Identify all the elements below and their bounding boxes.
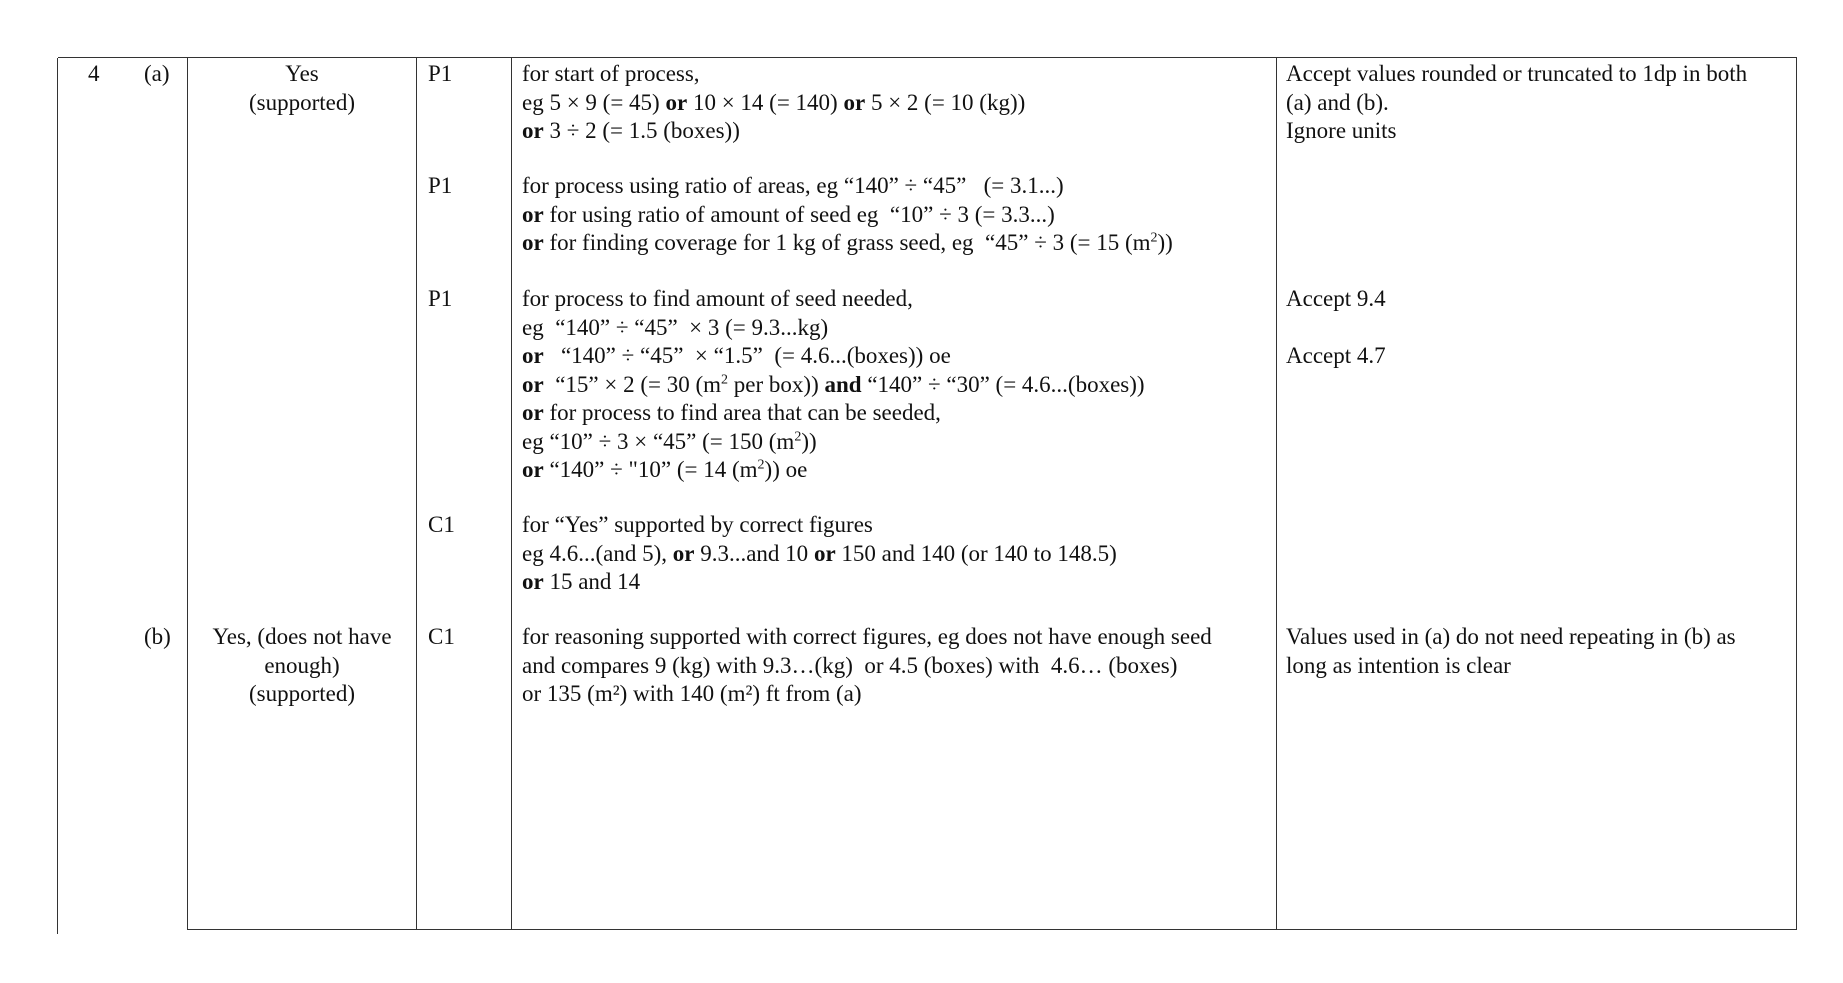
- mark-guidance: [522, 172, 1173, 258]
- guidance-line: and compares 9 (kg) with 9.3…(kg) or 4.5 (boxes) with 4.6… (boxes): [522, 652, 1178, 678]
- guidance-line: or “15” × 2 (= 30 ($m^2$ per box)) and “140” ÷ “30” (= 4.6...(boxes)): [522, 371, 1145, 397]
- mark-code: P1: [428, 173, 453, 198]
- guidance-line: or 135 (m²) with 140 (m²) ft from (a): [522, 681, 862, 706]
- mark-code: P1: [428, 61, 453, 86]
- guidance-line: or 3 ÷ 2 (= 1.5 (boxes)): [522, 118, 740, 143]
- guidance-line: for reasoning supported with correct figures, eg does not have enough seed: [522, 624, 1212, 649]
- mark-guidance: [522, 285, 1145, 485]
- column-divider-mark: [416, 57, 417, 929]
- guidance-line: for start of process,: [522, 61, 700, 86]
- part-a-answer: [188, 60, 416, 117]
- mark-guidance: [522, 511, 1117, 597]
- mark-code: C1: [428, 624, 455, 649]
- mark-guidance: [522, 60, 1025, 146]
- guidance-line: or 15 and 14: [522, 569, 641, 594]
- note-line: (a) and (b).: [1286, 89, 1389, 115]
- note-line: long as intention is clear: [1286, 652, 1511, 678]
- mark-code: C1: [428, 512, 455, 537]
- note-line: [1286, 314, 1386, 343]
- guidance-line: or for using ratio of amount of seed eg “10” ÷ 3 (= 3.3...): [522, 201, 1055, 227]
- guidance-line: or for process to find area that can be seeded,: [522, 400, 941, 425]
- table-bottom-border: [187, 929, 1796, 930]
- mark-code: P1: [428, 286, 453, 311]
- note-line: Ignore units: [1286, 118, 1397, 143]
- guidance-line: for “Yes” supported by correct figures: [522, 512, 873, 537]
- additional-guidance: [1286, 60, 1747, 146]
- part-a-label: (a): [144, 61, 170, 86]
- guidance-line: or “140” ÷ "10” (= 14 $(m^2)$) oe: [522, 457, 808, 482]
- guidance-line: eg 5 × 9 (= 45) or 10 × 14 (= 140) or 5 × 2 (= 10 (kg)): [522, 89, 1026, 115]
- guidance-line: eg 4.6...(and 5), or 9.3...and 10 or 150 and 140 (or 140 to 148.5): [522, 540, 1117, 566]
- answer-line: Yes: [285, 61, 319, 86]
- question-number: 4: [88, 61, 100, 86]
- table-left-border: [57, 58, 58, 934]
- column-divider-answer: [187, 57, 188, 929]
- note-line: Accept 9.4: [1286, 286, 1386, 311]
- guidance-line: eg “140” ÷ “45” × 3 (= 9.3...kg): [522, 314, 829, 340]
- guidance-line: or for finding coverage for 1 kg of grass seed, eg “45” ÷ 3 (= 15 $(m^2)$): [522, 230, 1173, 255]
- note-line: Accept values rounded or truncated to 1dp in both: [1286, 61, 1748, 86]
- guidance-line: eg “10” ÷ 3 × “45” (= 150 $(m^2)$): [522, 428, 817, 454]
- note-line: Accept 4.7: [1286, 343, 1386, 368]
- guidance-line: for process using ratio of areas, eg “140” ÷ “45” (= 3.1...): [522, 173, 1064, 198]
- part-b-label: (b): [144, 624, 171, 649]
- guidance-line: for process to find amount of seed needed,: [522, 286, 913, 311]
- answer-line: (supported): [248, 89, 356, 115]
- answer-line: (supported): [248, 681, 356, 706]
- answer-line: enough): [264, 652, 340, 678]
- note-line: Values used in (a) do not need repeating in (b) as: [1286, 624, 1736, 649]
- answer-line: Yes, (does not have: [212, 624, 392, 649]
- additional-guidance: [1286, 623, 1736, 680]
- mark-guidance: [522, 623, 1212, 709]
- column-divider-additional: [1276, 57, 1277, 929]
- additional-guidance: [1286, 285, 1386, 371]
- guidance-line: or “140” ÷ “45” × “1.5” (= 4.6...(boxes)) oe: [522, 343, 951, 368]
- column-divider-notes: [511, 57, 512, 929]
- part-b-answer: [188, 623, 416, 709]
